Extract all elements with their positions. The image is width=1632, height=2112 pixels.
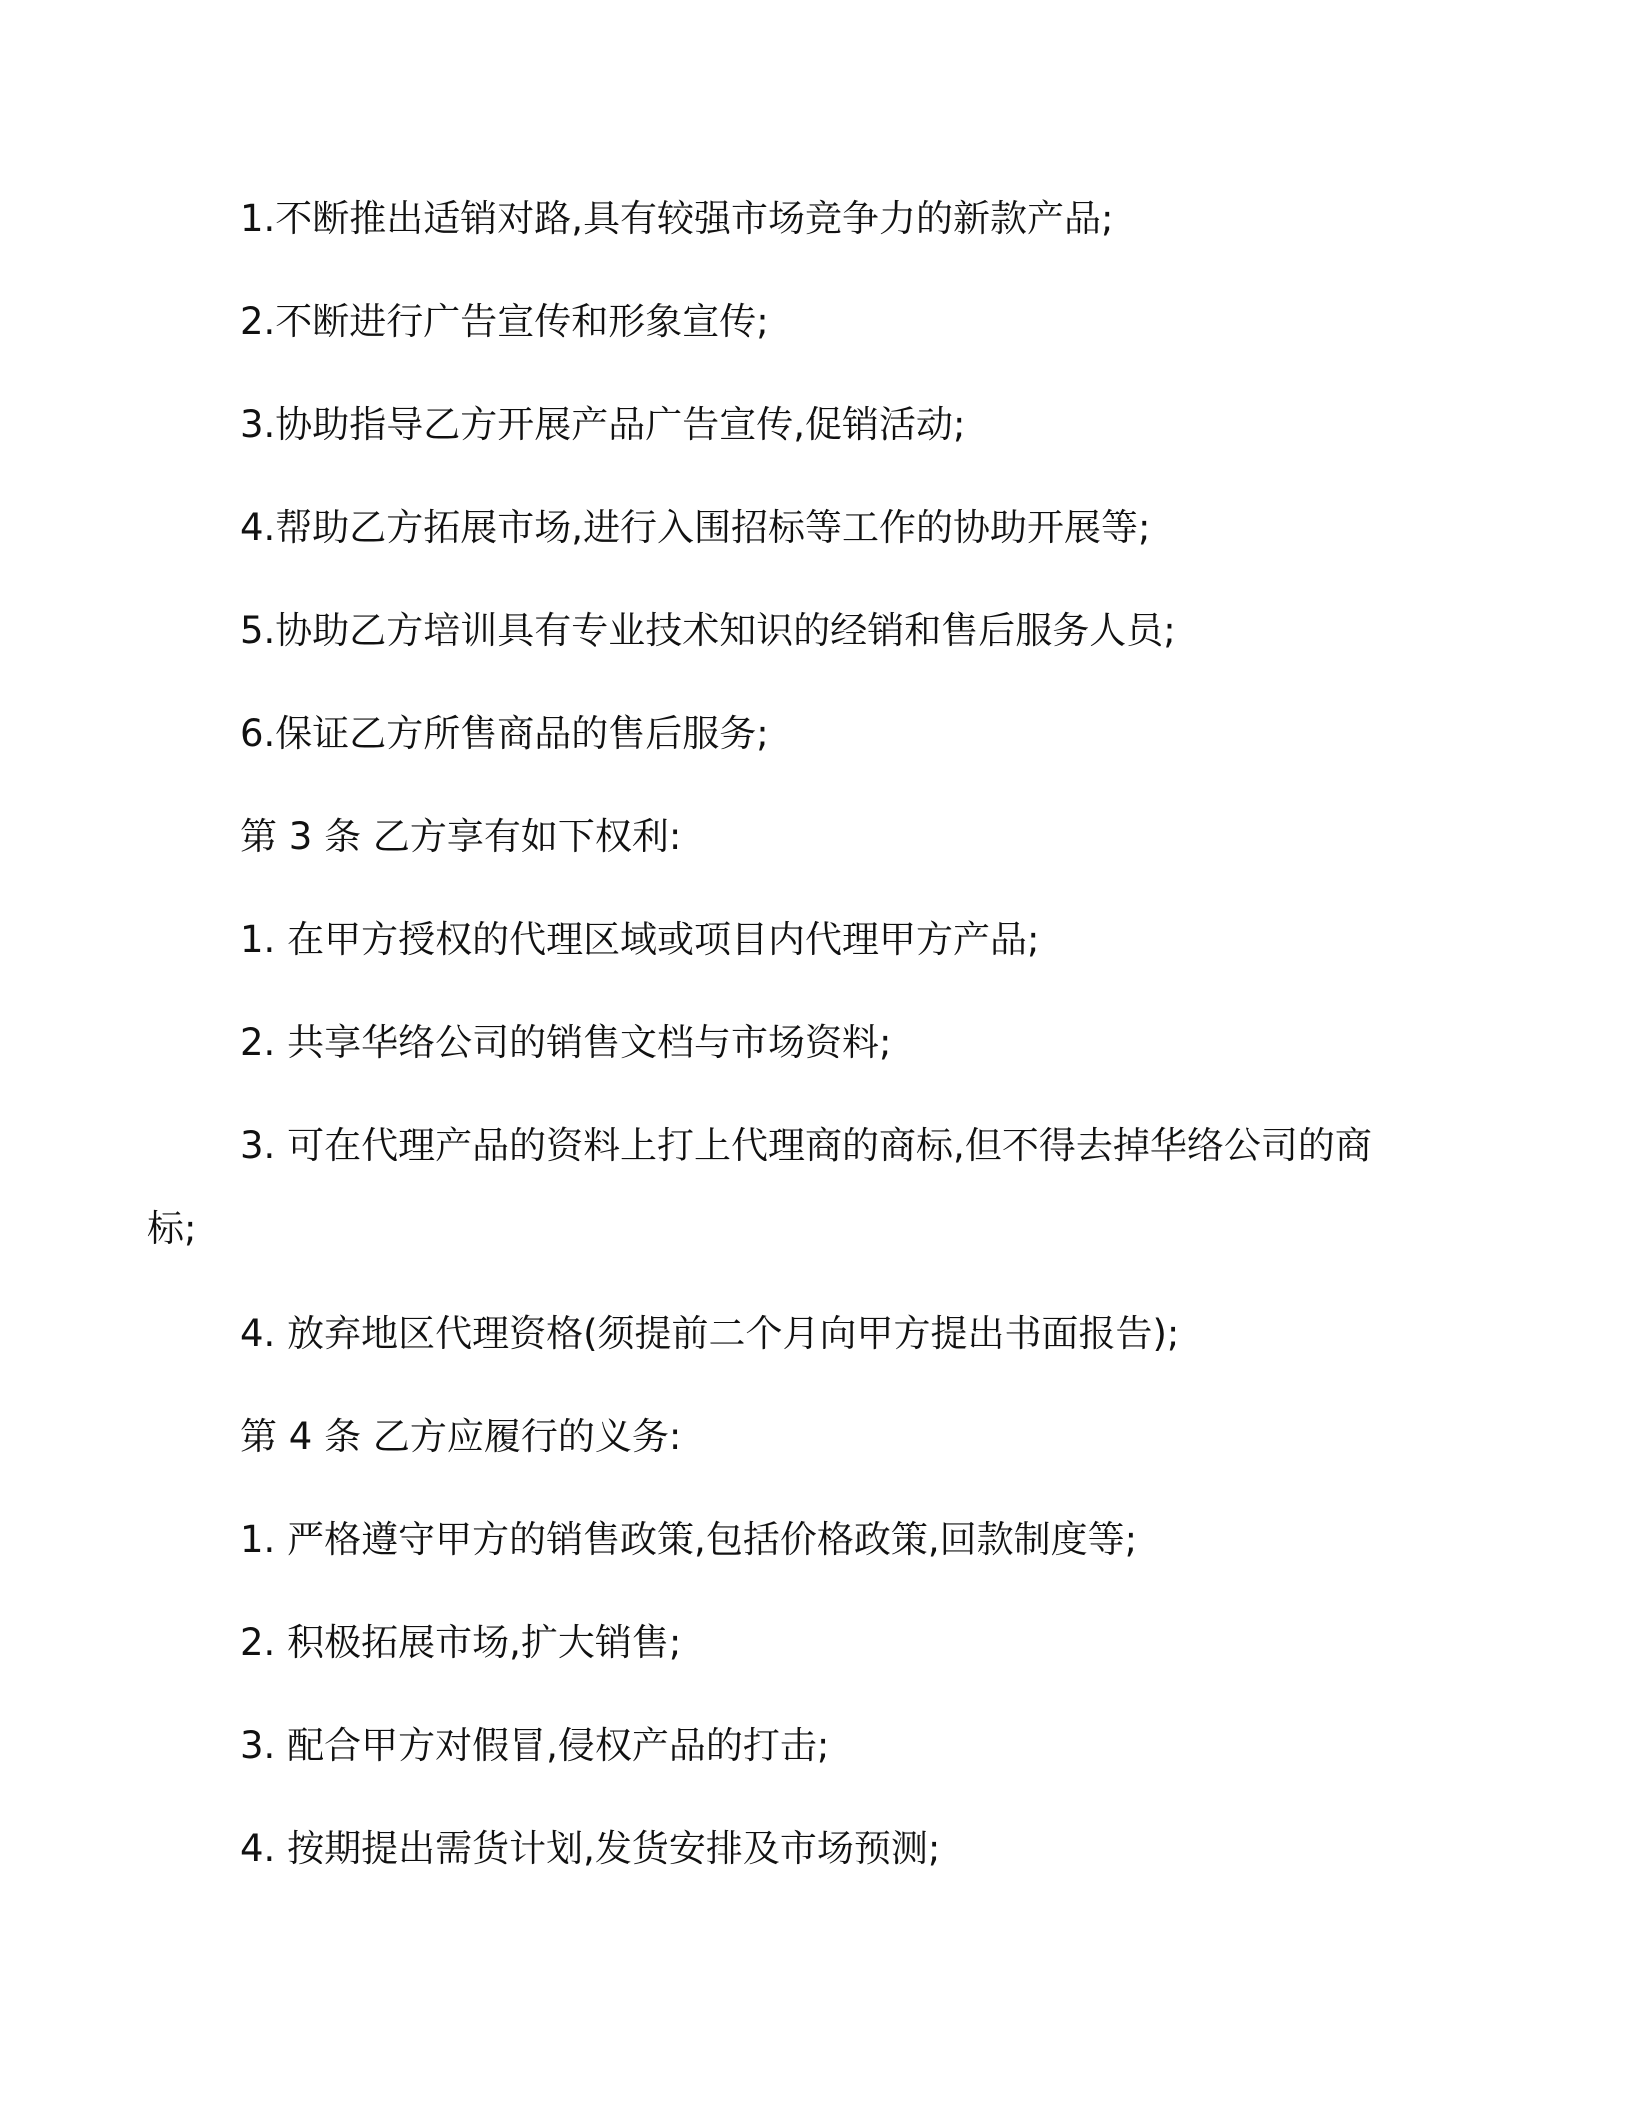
paragraph-right-2: 2. 共享华络公司的销售文档与市场资料;: [240, 1021, 892, 1064]
article-3-heading: 第 3 条 乙方享有如下权利:: [240, 815, 682, 858]
paragraph-obligation-5: 5.协助乙方培训具有专业技术知识的经销和售后服务人员;: [240, 609, 1176, 652]
paragraph-obligation-4: 4.帮助乙方拓展市场,进行入围招标等工作的协助开展等;: [240, 506, 1151, 549]
paragraph-duty-4: 4. 按期提出需货计划,发货安排及市场预测;: [240, 1827, 941, 1870]
paragraph-duty-2: 2. 积极拓展市场,扩大销售;: [240, 1621, 682, 1664]
paragraph-right-4: 4. 放弃地区代理资格(须提前二个月向甲方提出书面报告);: [240, 1312, 1180, 1355]
paragraph-right-1: 1. 在甲方授权的代理区域或项目内代理甲方产品;: [240, 918, 1040, 961]
article-4-heading: 第 4 条 乙方应履行的义务:: [240, 1415, 682, 1458]
paragraph-duty-1: 1. 严格遵守甲方的销售政策,包括价格政策,回款制度等;: [240, 1518, 1138, 1561]
paragraph-duty-3: 3. 配合甲方对假冒,侵权产品的打击;: [240, 1724, 830, 1767]
paragraph-obligation-1: 1.不断推出适销对路,具有较强市场竞争力的新款产品;: [240, 197, 1114, 240]
paragraph-right-3: 3. 可在代理产品的资料上打上代理商的商标,但不得去掉华络公司的商标;: [147, 1124, 1372, 1250]
paragraph-obligation-3: 3.协助指导乙方开展产品广告宣传,促销活动;: [240, 403, 966, 446]
paragraph-obligation-2: 2.不断进行广告宣传和形象宣传;: [240, 300, 769, 343]
paragraph-obligation-6: 6.保证乙方所售商品的售后服务;: [240, 712, 769, 755]
